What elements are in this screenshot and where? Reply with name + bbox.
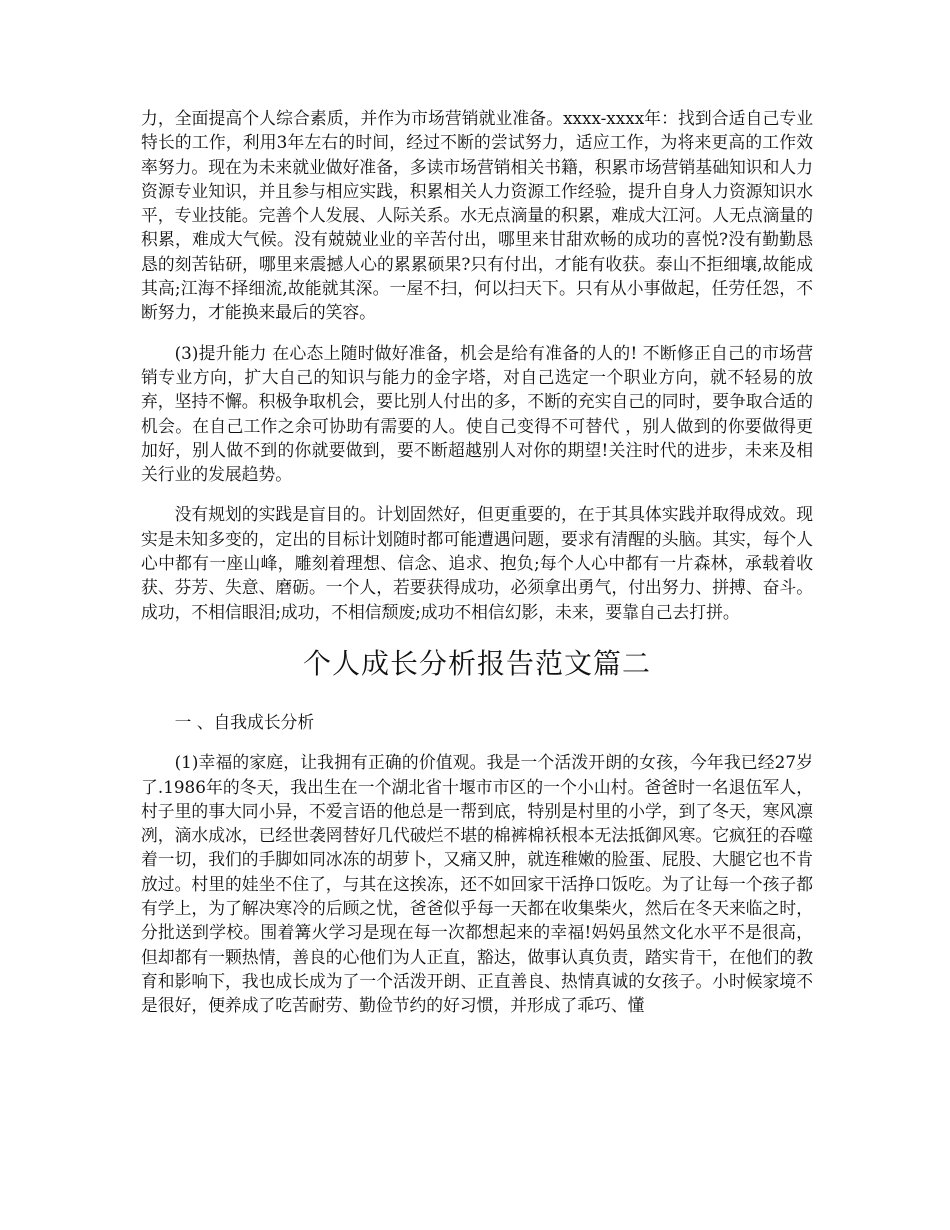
document-page bbox=[141, 106, 813, 1018]
paragraph-improve-ability: (3)提升能力 在心态上随时做好准备，机会是给有准备的人的! 不断修正自己的市场营销专业方向，扩大自己的知识与能力的金字塔，对自己选定一个职业方向，就不轻易的放弃，坚持不懈。积极争取机会，要比别人付出的多，不断的充实自己的同时，要争取合适的机会。在自己工作之余可协助有需要的人。使自己变得不可替代 ，别人做到的你要做得更加好，别人做不到的你就要做到，要不断超越别人对你的期望!关注时代的进步，未来及相关行业的发展趋势。 bbox=[141, 342, 813, 485]
paragraph-practice-planning: 没有规划的实践是盲目的。计划固然好，但更重要的，在于其具体实践并取得成效。现实是未知多变的，定出的目标计划随时都可能遭遇问题，要求有清醒的头脑。其实，每个人心中都有一座山峰，雕刻着理想、信念、追求、抱负;每个人心中都有一片森林，承载着收获、芬芳、失意、磨砺。一个人，若要获得成功，必须拿出勇气，付出努力、拼搏、奋斗。成功，不相信眼泪;成功，不相信颓废;成功不相信幻影，未来，要靠自己去打拼。 bbox=[141, 504, 813, 622]
section-heading: 个人成长分析报告范文篇二 bbox=[302, 646, 651, 680]
paragraph-career-plan-continued: 力，全面提高个人综合素质，并作为市场营销就业准备。xxxx-xxxx年：找到合适自己专业特长的工作，利用3年左右的时间，经过不断的尝试努力，适应工作，为将来更高的工作效率努力。现在为未来就业做好准备，多读市场营销相关书籍，积累市场营销基础知识和人力资源专业知识，并且参与相应实践，积累相关人力资源工作经验，提升自身人力资源知识水平，专业技能。完善个人发展、人际关系。水无点滴量的积累，难成大江河。人无点滴量的积累，难成大气候。没有兢兢业业的辛苦付出，哪里来甘甜欢畅的成功的喜悦?没有勤勤恳恳的刻苦钻研，哪里来震撼人心的累累硕果?只有付出，才能有收获。泰山不拒细壤,故能成其高;江海不择细流,故能就其深。一屋不扫，何以扫天下。只有从小事做起，任劳任怨，不断努力，才能换来最后的笑容。 bbox=[141, 108, 813, 323]
paragraph-happy-family: (1)幸福的家庭，让我拥有正确的价值观。我是一个活泼开朗的女孩，今年我已经27岁了.1986年的冬天，我出生在一个湖北省十堰市市区的一个小山村。爸爸时一名退伍军人，村子里的事大同小异，不爱言语的他总是一帮到底，特别是村里的小学，到了冬天，寒风凛冽，滴水成冰，已经世袭罔替好几代破烂不堪的棉裤棉袄根本无法抵御风寒。它疯狂的吞噬着一切，我们的手脚如同冰冻的胡萝卜，又痛又肿，就连稚嫩的脸蛋、屁股、大腿它也不肯放过。村里的娃坐不住了，与其在这挨冻，还不如回家干活挣口饭吃。为了让每一个孩子都有学上，为了解决寒冷的后顾之忧，爸爸似乎每一天都在收集柴火，然后在冬天来临之时，分批送到学校。围着篝火学习是现在每一次都想起来的幸福!妈妈虽然文化水平不是很高，但却都有一颗热情，善良的心他们为人正直，豁达，做事认真负责，踏实肯干，在他们的教育和影响下，我也成长成为了一个活泼开朗、正直善良、热情真诚的女孩子。小时候家境不是很好，便养成了吃苦耐劳、勤俭节约的好习惯，并形成了乖巧、懂 bbox=[141, 752, 813, 1016]
subsection-label: 一 、自我成长分析 bbox=[174, 711, 315, 732]
